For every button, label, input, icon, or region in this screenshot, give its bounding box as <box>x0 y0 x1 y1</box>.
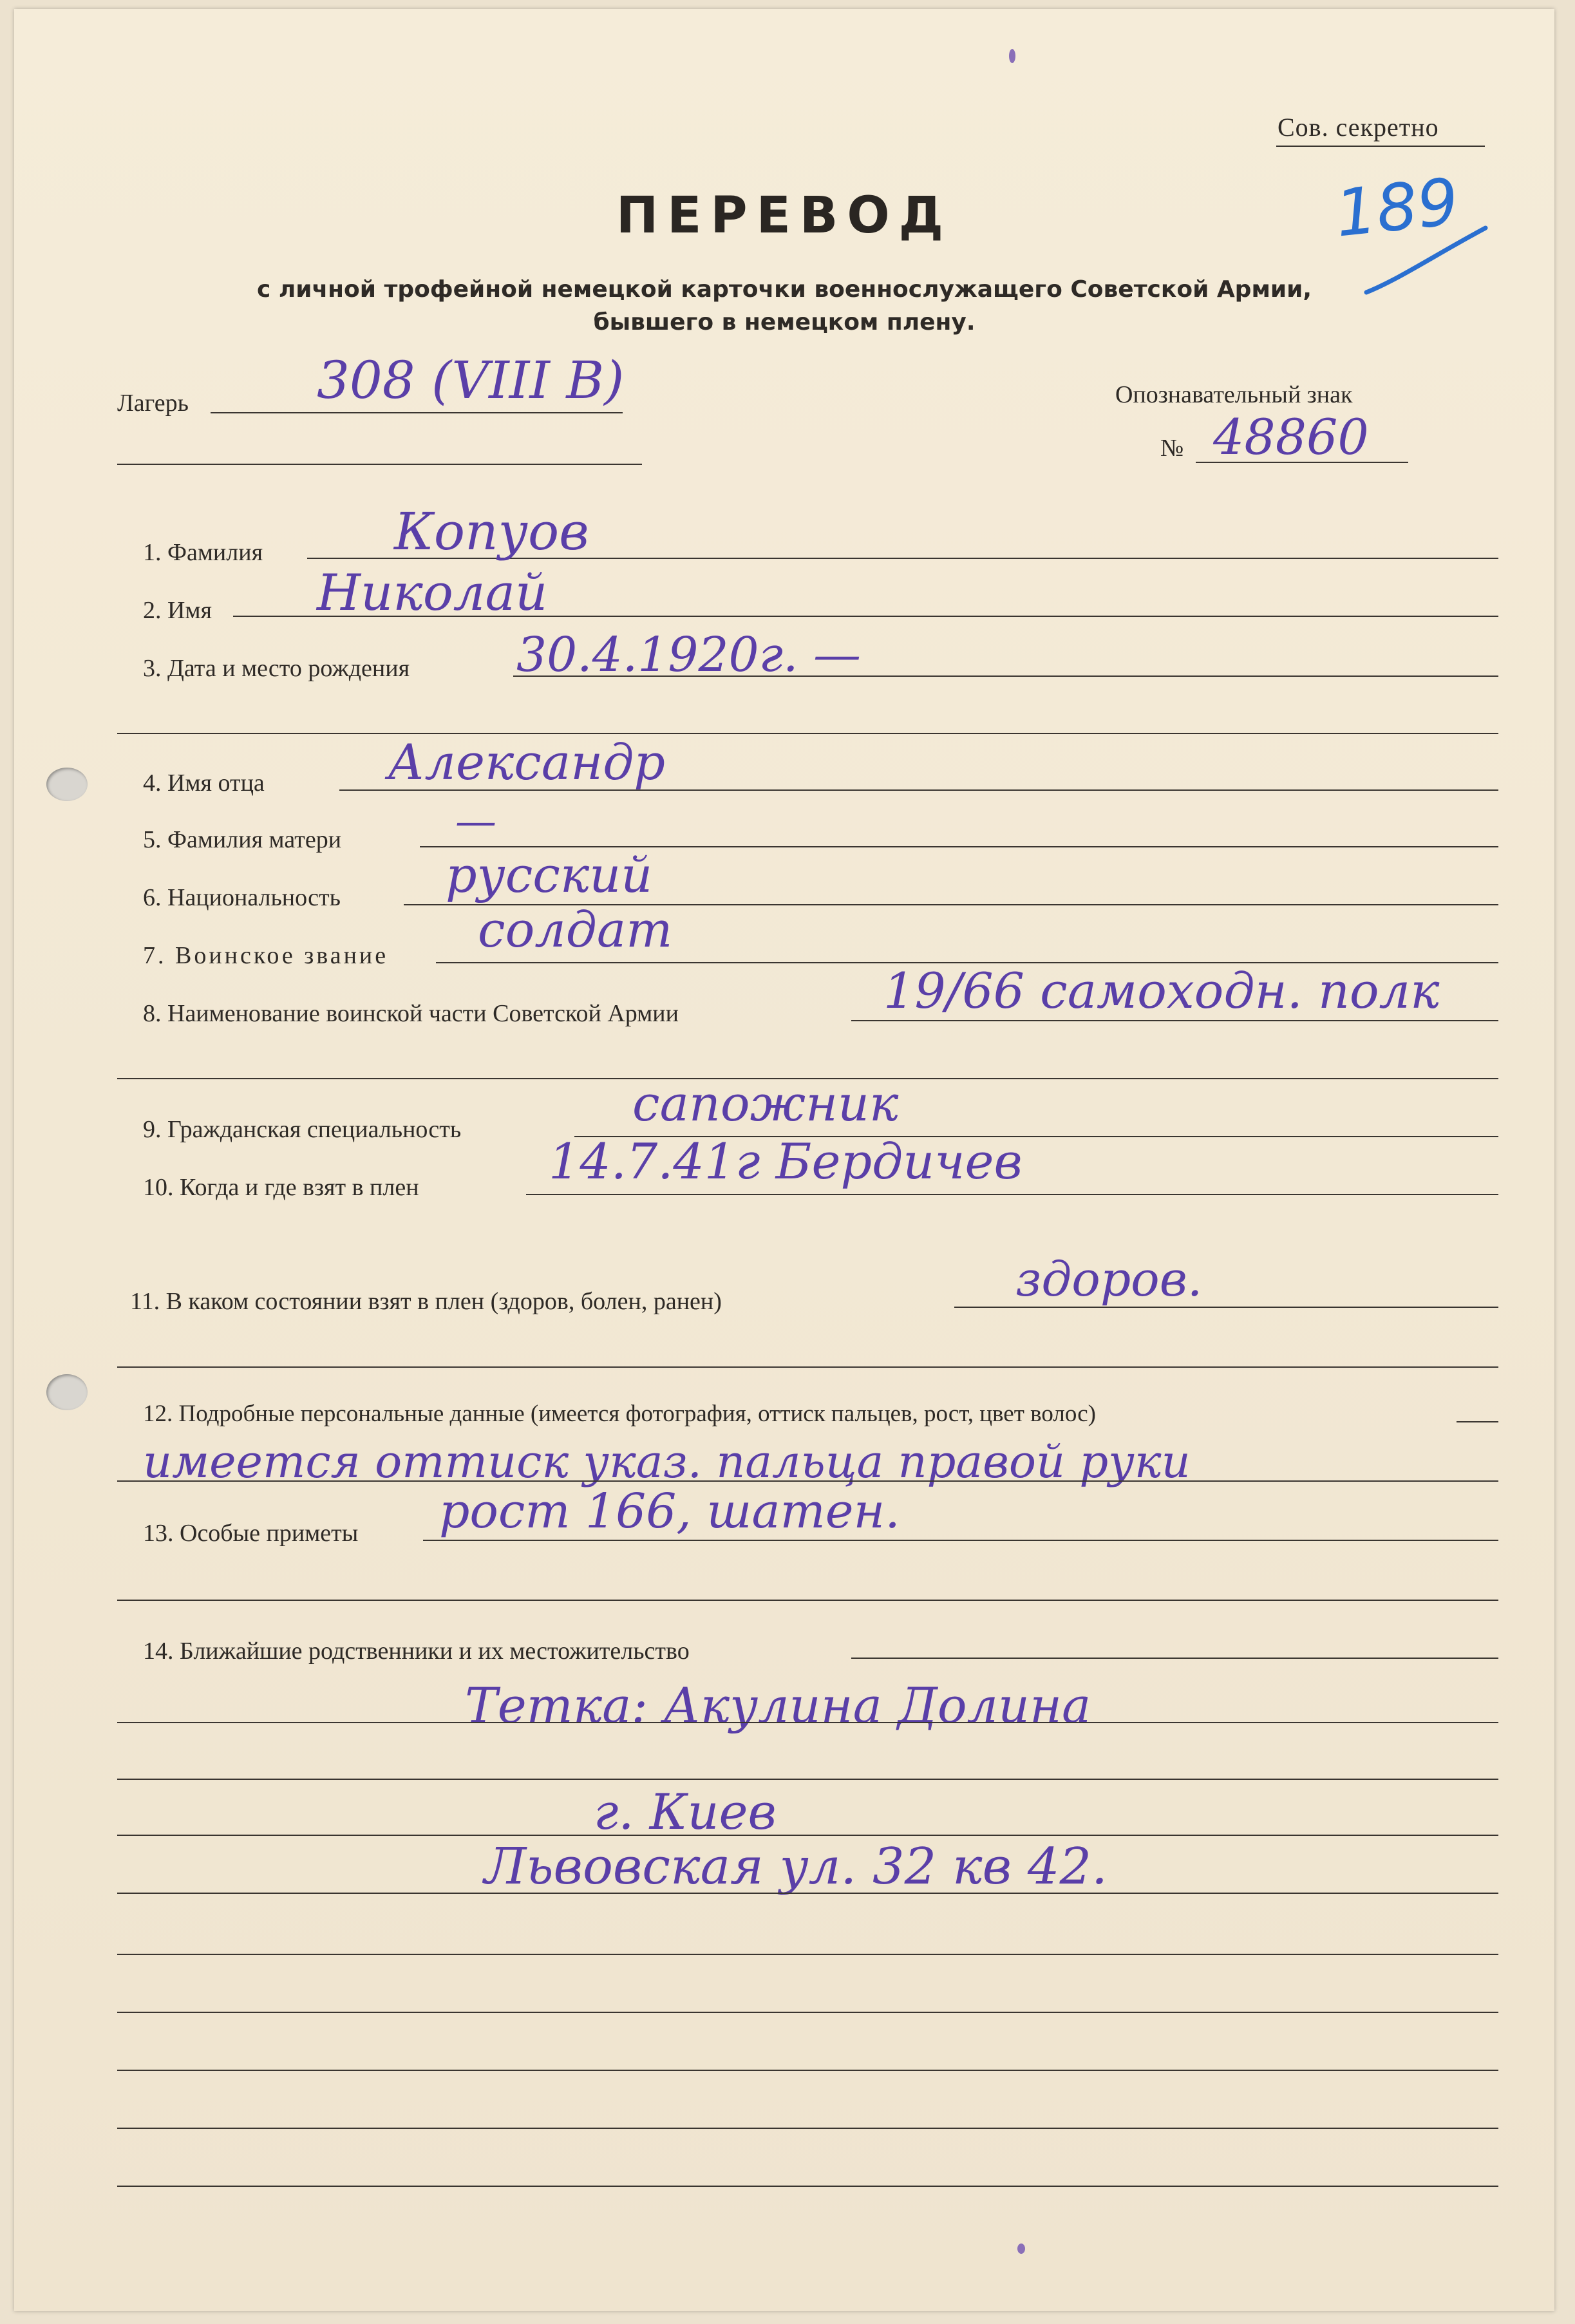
relatives-line-b <box>117 1779 1498 1780</box>
camp-line-2 <box>117 464 642 465</box>
field-nationality-label: 6. Национальность <box>143 884 341 911</box>
relatives-line-a <box>117 1722 1498 1723</box>
field-father-value: Александр <box>388 733 666 791</box>
field-personal-value: имеется оттиск указ. пальца правой руки <box>143 1435 1191 1488</box>
field-relatives-line <box>851 1658 1498 1659</box>
relatives-line-f <box>117 2012 1498 2013</box>
document-subtitle-line2: бывшего в немецком плену. <box>593 309 976 335</box>
camp-label: Лагерь <box>117 390 189 417</box>
field-captured-label: 10. Когда и где взят в плен <box>143 1174 419 1201</box>
field-mother-label: 5. Фамилия матери <box>143 826 342 853</box>
field-first-name-value: Николай <box>317 564 548 622</box>
ink-dot-top <box>1009 49 1015 63</box>
field-civil-value: сапожник <box>632 1075 899 1132</box>
field-personal-line <box>1457 1421 1498 1422</box>
camp-value: 308 (VIII B) <box>317 350 625 410</box>
classification-stamp: Сов. секретно <box>1278 113 1439 142</box>
camp-line <box>211 412 623 413</box>
field-relatives-label: 14. Ближайшие родственники и их местожительство <box>143 1638 690 1665</box>
field-first-name-label: 2. Имя <box>143 597 212 624</box>
field-mother-value: — <box>455 798 496 846</box>
id-tag-number-prefix: № <box>1160 435 1184 462</box>
field-personal-label: 12. Подробные персональные данные (имеется фотография, оттиск пальцев, рост, цвет волос) <box>143 1401 1096 1427</box>
field-unit-value: 19/66 самоходн. полк <box>883 962 1440 1019</box>
field-condition-value: здоров. <box>1015 1252 1203 1307</box>
field-marks-line <box>423 1540 1498 1541</box>
field-marks-value: рост 166, шатен. <box>439 1484 900 1539</box>
field-birth-line-2 <box>117 733 1498 734</box>
relatives-line-d <box>117 1893 1498 1894</box>
field-birth-label: 3. Дата и место рождения <box>143 655 410 682</box>
archive-number: 189 <box>1332 164 1462 252</box>
field-unit-label: 8. Наименование воинской части Советской Армии <box>143 1000 679 1027</box>
field-birth-value: 30.4.1920г. — <box>516 627 862 683</box>
relatives-line2-value: г. Киев <box>594 1783 777 1840</box>
ink-dot-bottom <box>1017 2244 1025 2254</box>
field-personal-line-2 <box>117 1480 1498 1482</box>
field-surname-value: Копуов <box>394 502 589 562</box>
classification-underline <box>1276 146 1485 147</box>
document-title: ПЕРЕВОД <box>616 187 953 245</box>
relatives-line-c <box>117 1835 1498 1836</box>
field-marks-label: 13. Особые приметы <box>143 1520 359 1547</box>
document-page <box>14 9 1554 2311</box>
id-tag-value: 48860 <box>1213 408 1369 466</box>
field-father-label: 4. Имя отца <box>143 770 265 797</box>
field-rank-value: солдат <box>478 901 673 958</box>
punch-hole-bottom <box>46 1374 88 1410</box>
relatives-line-g <box>117 2070 1498 2071</box>
relatives-line-h <box>117 2128 1498 2129</box>
relatives-line-e <box>117 1954 1498 1955</box>
field-surname-label: 1. Фамилия <box>143 539 263 566</box>
field-civil-label: 9. Гражданская специальность <box>143 1116 462 1143</box>
punch-hole-top <box>46 768 88 801</box>
field-captured-value: 14.7.41г Бердичев <box>549 1133 1023 1190</box>
document-subtitle-line1: с личной трофейной немецкой карточки военнослужащего Советской Армии, <box>256 276 1312 303</box>
id-tag-label: Опознавательный знак <box>1115 381 1353 408</box>
field-condition-label: 11. В каком состоянии взят в плен (здоров, болен, ранен) <box>130 1288 722 1315</box>
relatives-line-i <box>117 2186 1498 2187</box>
field-nationality-value: русский <box>446 846 653 903</box>
field-condition-line-2 <box>117 1366 1498 1368</box>
field-marks-line-2 <box>117 1600 1498 1601</box>
field-unit-line <box>851 1020 1498 1021</box>
relatives-line1-value: Тетка: Акулина Долина <box>465 1677 1091 1734</box>
field-captured-line <box>526 1194 1498 1195</box>
field-rank-label: 7. Воинское звание <box>143 942 389 969</box>
relatives-line3-value: Львовская ул. 32 кв 42. <box>484 1838 1108 1896</box>
